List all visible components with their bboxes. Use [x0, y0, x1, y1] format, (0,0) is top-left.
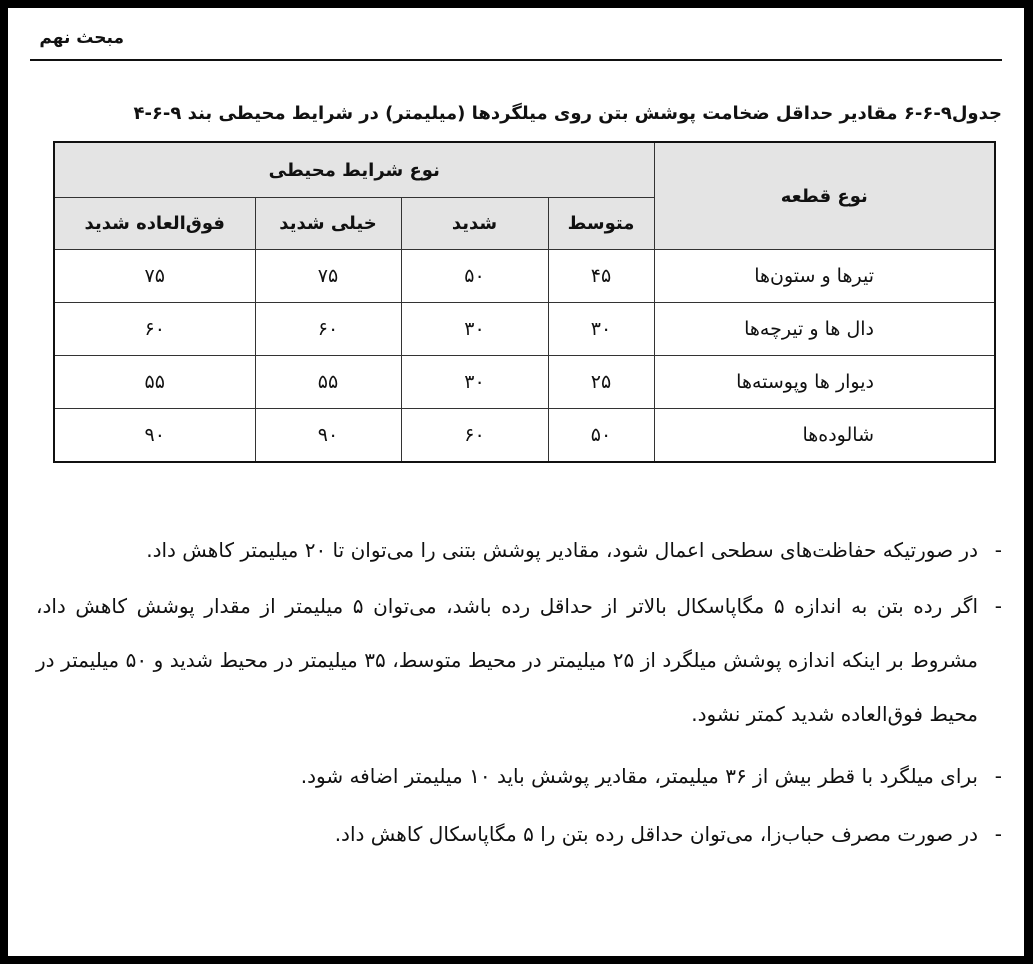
- cell-value: ۷۵: [54, 250, 255, 303]
- member-type-header: نوع قطعه: [654, 142, 995, 250]
- row-label: دیوار ها وپوسته‌ها: [654, 356, 995, 409]
- cell-value: ۶۰: [54, 303, 255, 356]
- table-title: جدول۹-۶-۶ مقادیر حداقل ضخامت پوشش بتن روی میلگردها (میلیمتر) در شرایط محیطی بند ۹-۶-۴: [133, 103, 1002, 124]
- table-row: [54, 303, 995, 356]
- note-text: در صورتیکه حفاظت‌های سطحی اعمال شود، مقادیر پوشش بتنی را می‌توان تا ۲۰ میلیمتر کاهش داد.: [146, 538, 978, 562]
- table-row: [54, 409, 995, 463]
- list-dash: -: [994, 538, 1002, 562]
- table-row: [54, 356, 995, 409]
- cell-value: ۹۰: [255, 409, 401, 463]
- note-text: برای میلگرد با قطر بیش از ۳۶ میلیمتر، مقادیر پوشش باید ۱۰ میلیمتر اضافه شود.: [300, 764, 978, 788]
- row-label: شالوده‌ها: [654, 409, 995, 463]
- note-text: در صورت مصرف حباب‌زا، می‌توان حداقل رده بتن را ۵ مگاپاسکال کاهش داد.: [334, 822, 978, 846]
- cell-value: ۵۵: [54, 356, 255, 409]
- cell-value: ۲۵: [548, 356, 654, 409]
- note-item: [36, 579, 1002, 741]
- table-row: [54, 250, 995, 303]
- note-text: اگر رده بتن به اندازه ۵ مگاپاسکال بالاتر از حداقل رده باشد، می‌توان ۵ میلیمتر از مقدار پوشش کاهش داد، مشروط بر اینکه اندازه پوشش میلگرد از ۲۵ میلیمتر در محیط متوسط، ۳۵ میلیمتر در محیط شدید و ۵۰ میلیمتر در محیط فوق‌العاده شدید کمتر نشود.: [36, 594, 979, 726]
- list-dash: -: [994, 764, 1002, 788]
- cell-value: ۵۰: [548, 409, 654, 463]
- cell-value: ۳۰: [401, 356, 548, 409]
- cell-value: ۶۰: [401, 409, 548, 463]
- notes-list: [36, 523, 1002, 859]
- note-item: [36, 811, 1002, 857]
- env-header-very-severe: خیلی شدید: [255, 198, 401, 250]
- row-label: تیرها و ستون‌ها: [654, 250, 995, 303]
- cell-value: ۷۵: [255, 250, 401, 303]
- environment-group-header: نوع شرایط محیطی: [54, 142, 654, 198]
- note-item: [36, 523, 1002, 577]
- header-divider: [30, 59, 1002, 61]
- row-label: دال ها و تیرچه‌ها: [654, 303, 995, 356]
- cell-value: ۳۰: [548, 303, 654, 356]
- env-header-moderate: متوسط: [548, 198, 654, 250]
- cell-value: ۳۰: [401, 303, 548, 356]
- cell-value: ۹۰: [54, 409, 255, 463]
- list-dash: -: [994, 822, 1002, 846]
- cell-value: ۵۵: [255, 356, 401, 409]
- env-header-severe: شدید: [401, 198, 548, 250]
- env-header-extreme: فوق‌العاده شدید: [54, 198, 255, 250]
- cell-value: ۵۰: [401, 250, 548, 303]
- list-dash: -: [994, 594, 1002, 618]
- note-item: [36, 753, 1002, 799]
- cell-value: ۴۵: [548, 250, 654, 303]
- concrete-cover-table: [53, 141, 996, 463]
- cell-value: ۶۰: [255, 303, 401, 356]
- section-header: مبحث نهم: [39, 28, 124, 48]
- document-page: [8, 8, 1024, 956]
